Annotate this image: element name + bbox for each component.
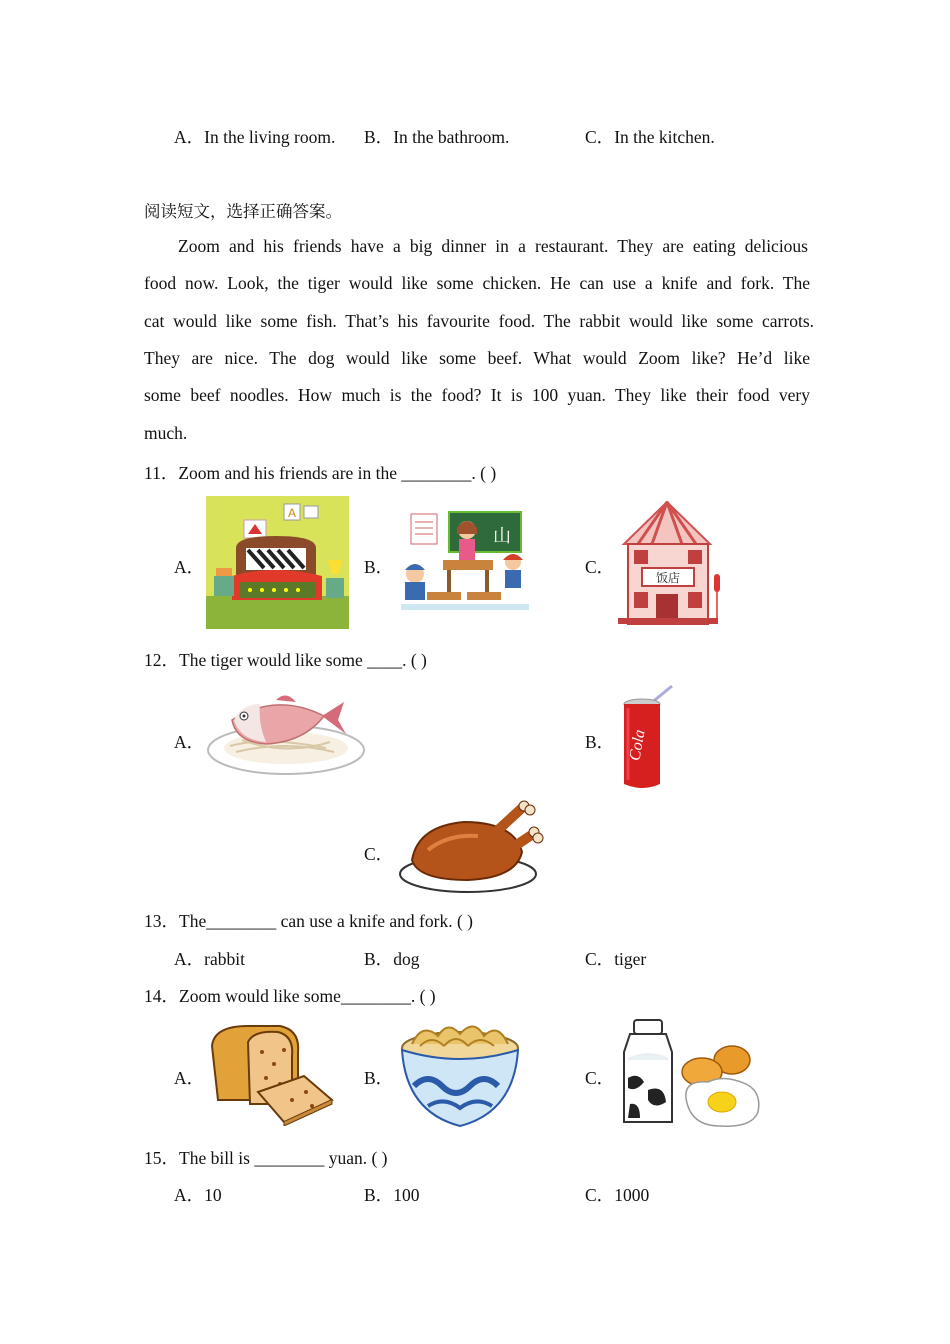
passage-line-5: some beef noodles. How much is the food? It is 100 yuan. They like their food very [144,385,810,405]
passage-line-4: They are nice. The dog would like some beef. What would Zoom like? He’d like [144,348,810,368]
option-letter: A． [174,127,205,147]
q14-option-a-letter: A． [174,1068,205,1088]
q15-option-c [585,1182,649,1207]
q11-option-c-letter: C． [585,557,615,577]
q14-option-c-letter: C． [585,1068,615,1088]
roast-chicken-picture [398,800,544,896]
cola-can-picture [620,684,680,790]
q15-stem: 15．The bill is ________ yuan. ( ) [144,1148,388,1168]
q10-option-b [364,124,509,149]
option-text: 10 [204,1185,222,1205]
passage-line-6: much. [144,423,188,443]
option-text: rabbit [204,949,245,969]
cola-can-text: Cola [626,728,649,763]
q10-option-c [585,124,715,149]
option-letter: C． [585,949,615,969]
q14-option-b-letter: B． [364,1068,394,1088]
q13-option-a [174,946,245,971]
noodles-picture [398,1016,522,1132]
option-text: tiger [614,949,647,969]
bread-picture [208,1022,336,1126]
reading-instruction: 阅读短文，选择正确答案。 [144,202,342,221]
q12-option-a-letter: A． [174,732,205,752]
passage-line-2: food now. Look, the tiger would like some chicken. He can use a knife and fork. The [144,273,810,293]
classroom-picture [397,508,533,616]
milk-and-eggs-picture [620,1018,762,1130]
option-text: dog [393,949,420,969]
option-text: 100 [393,1185,420,1205]
q15-option-b [364,1182,419,1207]
q13-stem: 13．The________ can use a knife and fork. ( ) [144,911,473,931]
option-letter: A． [174,949,205,969]
option-letter: B． [364,1185,394,1205]
option-text: In the bathroom. [393,127,510,147]
q14-stem: 14．Zoom would like some________. ( ) [144,986,436,1006]
q12-option-b-letter: B． [585,732,615,752]
passage-line-1: Zoom and his friends have a big dinner in a restaurant. They are eating delicious [178,236,808,256]
q10-option-a [174,124,335,149]
option-letter: C． [585,1185,615,1205]
q11-stem: 11．Zoom and his friends are in the ________. ( ) [144,463,497,483]
option-text: In the kitchen. [614,127,715,147]
restaurant-picture [612,500,722,626]
option-letter: B． [364,127,394,147]
svg-text:A: A [287,506,297,520]
q12-stem: 12．The tiger would like some ____. ( ) [144,650,427,670]
q13-option-b [364,946,419,971]
passage-line-3: cat would like some fish. That’s his favourite food. The rabbit would like some carrots. [144,311,814,331]
restaurant-sign-text: 饭店 [655,571,681,585]
fish-plate-picture [206,690,368,778]
svg-text:山: 山 [493,526,511,547]
q12-option-c-letter: C． [364,844,394,864]
option-text: In the living room. [204,127,336,147]
q13-option-c [585,946,646,971]
q15-option-a [174,1182,222,1207]
q11-option-b-letter: B． [364,557,394,577]
bedroom-picture [206,496,349,629]
option-letter: C． [585,127,615,147]
option-text: 1000 [614,1185,650,1205]
option-letter: B． [364,949,394,969]
q11-option-a-letter: A． [174,557,205,577]
option-letter: A． [174,1185,205,1205]
